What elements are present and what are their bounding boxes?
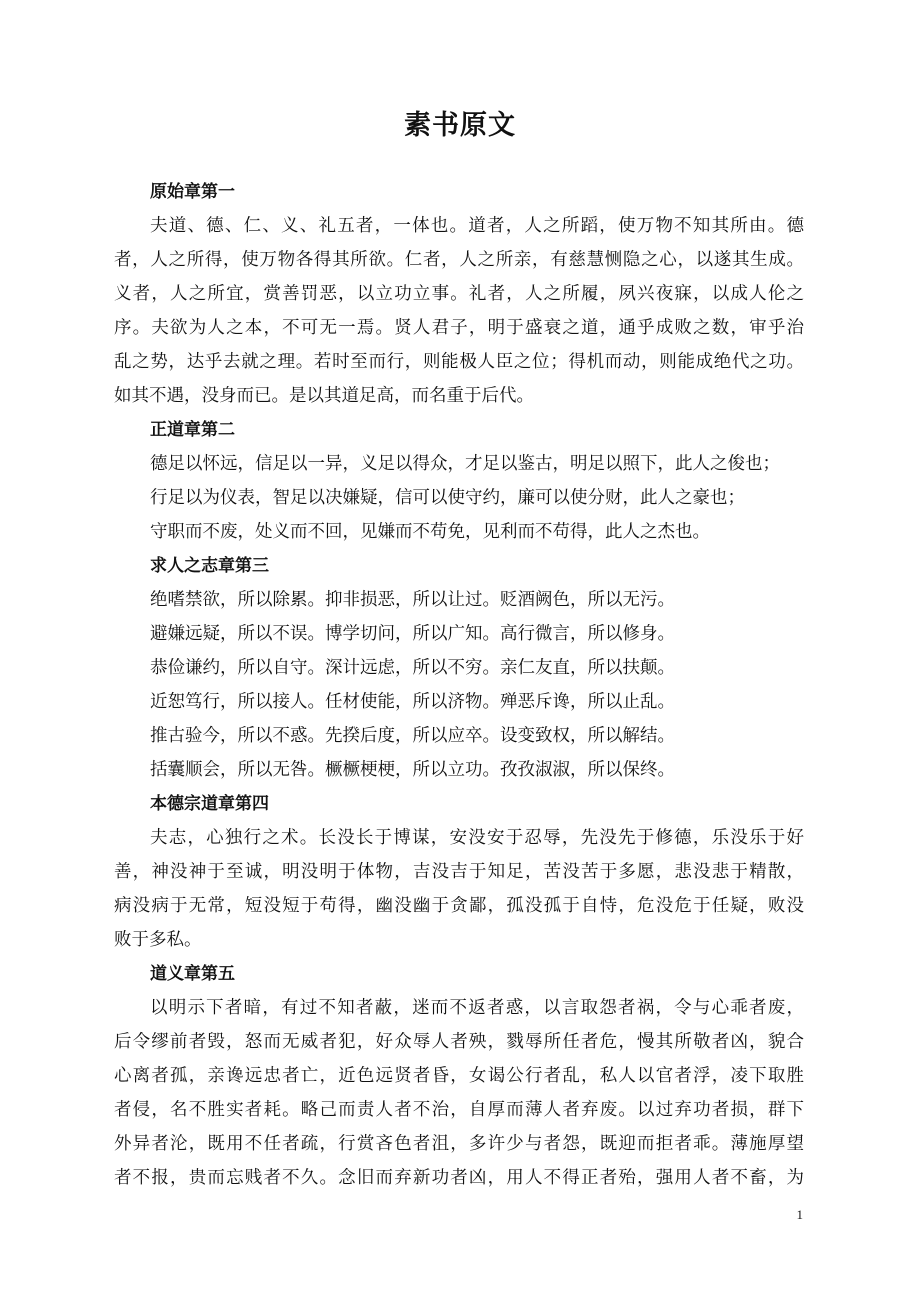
text-line: 败于多私。	[114, 930, 202, 950]
text-line: 推古验今，所以不惑。先揆后度，所以应卒。设变致权，所以解结。	[150, 726, 675, 746]
chapter-heading: 正道章第二	[150, 420, 235, 440]
text-line: 夫道、德、仁、义、礼五者，一体也。道者，人之所蹈，使万物不知其所由。德	[150, 216, 804, 236]
text-line: 括囊顺会，所以无咎。橛橛梗梗，所以立功。孜孜淑淑，所以保终。	[150, 760, 675, 780]
text-line: 者，人之所得，使万物各得其所欲。仁者，人之所亲，有慈慧恻隐之心，以遂其生成。	[114, 250, 804, 270]
document-body	[114, 175, 804, 1195]
text-line: 近恕笃行，所以接人。任材使能，所以济物。殚恶斥谗，所以止乱。	[150, 692, 675, 712]
text-line: 心离者孤，亲谗远忠者亡，近色远贤者昏，女谒公行者乱，私人以官者浮，凌下取胜	[114, 1066, 804, 1086]
text-line: 外异者沦，既用不任者疏，行赏吝色者沮，多许少与者怨，既迎而拒者乖。薄施厚望	[114, 1134, 804, 1154]
text-line: 以明示下者暗，有过不知者蔽，迷而不返者惑，以言取怨者祸，令与心乖者废，	[150, 998, 804, 1018]
text-line: 绝嗜禁欲，所以除累。抑非损恶，所以让过。贬酒阙色，所以无污。	[150, 590, 675, 610]
page-title: 素书原文	[404, 110, 516, 141]
text-line: 者不报，贵而忘贱者不久。念旧而弃新功者凶，用人不得正者殆，强用人者不畜，为	[114, 1168, 804, 1188]
text-line: 守职而不废，处义而不回，见嫌而不苟免，见利而不苟得，此人之杰也。	[150, 522, 710, 542]
text-line: 乱之势，达乎去就之理。若时至而行，则能极人臣之位；得机而动，则能成绝代之功。	[114, 352, 804, 372]
text-line: 避嫌远疑，所以不误。博学切问，所以广知。高行微言，所以修身。	[150, 624, 675, 644]
chapter-heading: 本德宗道章第四	[150, 794, 269, 814]
text-line: 义者，人之所宜，赏善罚恶，以立功立事。礼者，人之所履，夙兴夜寐，以成人伦之	[114, 284, 804, 304]
text-line: 如其不遇，没身而已。是以其道足高，而名重于后代。	[114, 386, 534, 406]
chapter-heading: 求人之志章第三	[150, 556, 269, 576]
text-line: 后令缪前者毁，怒而无威者犯，好众辱人者殃，戮辱所任者危，慢其所敬者凶，貌合	[114, 1032, 804, 1052]
text-line: 恭俭谦约，所以自守。深计远虑，所以不穷。亲仁友直，所以扶颠。	[150, 658, 675, 678]
page-number: 1	[796, 1207, 803, 1222]
chapter-heading: 道义章第五	[150, 964, 235, 984]
text-line: 夫志，心独行之术。长没长于博谋，安没安于忍辱，先没先于修德，乐没乐于好	[150, 828, 804, 848]
text-line: 善，神没神于至诚，明没明于体物，吉没吉于知足，苦没苦于多愿，悲没悲于精散，	[114, 862, 804, 882]
text-line: 德足以怀远，信足以一异，义足以得众，才足以鉴古，明足以照下，此人之俊也；	[150, 454, 780, 474]
text-line: 序。夫欲为人之本，不可无一焉。贤人君子，明于盛衰之道，通乎成败之数，审乎治	[114, 318, 804, 338]
chapter-heading: 原始章第一	[150, 182, 235, 202]
text-line: 者侵，名不胜实者耗。略己而责人者不治，自厚而薄人者弃废。以过弃功者损，群下	[114, 1100, 804, 1120]
text-line: 病没病于无常，短没短于苟得，幽没幽于贪鄙，孤没孤于自恃，危没危于任疑，败没	[114, 896, 804, 916]
text-line: 行足以为仪表，智足以决嫌疑，信可以使守约，廉可以使分财，此人之豪也；	[150, 488, 745, 508]
